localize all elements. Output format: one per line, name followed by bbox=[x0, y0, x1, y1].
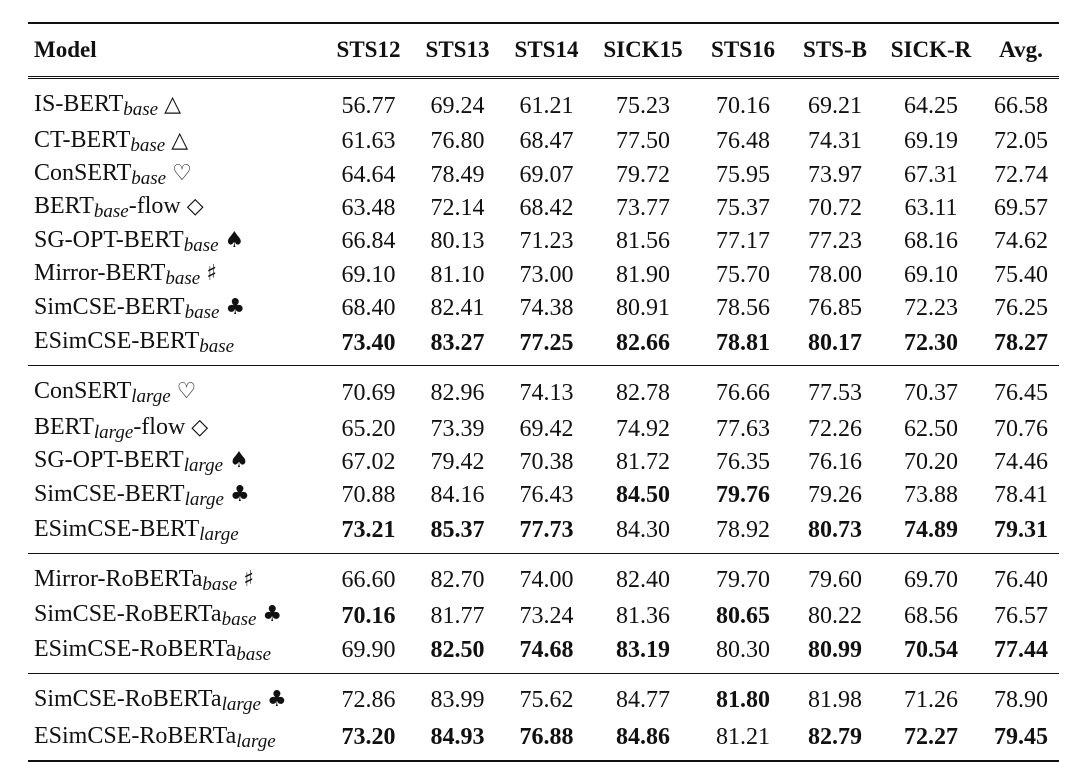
score-cell: 82.79 bbox=[808, 724, 862, 751]
score-cell: 70.54 bbox=[904, 637, 958, 664]
score-cell: 79.31 bbox=[994, 517, 1048, 544]
score-cell: 78.00 bbox=[808, 261, 862, 288]
score-cell: 75.70 bbox=[716, 261, 770, 288]
model-base-name: BERT bbox=[34, 193, 94, 220]
table-row bbox=[28, 479, 1059, 512]
score-cell: 80.65 bbox=[716, 602, 770, 629]
score-cell: 70.20 bbox=[904, 448, 958, 475]
model-name-cell bbox=[28, 158, 324, 191]
table-row bbox=[28, 673, 1059, 720]
score-cell: 74.46 bbox=[994, 448, 1048, 475]
score-cell: 77.25 bbox=[519, 329, 574, 356]
score-cell: 66.60 bbox=[341, 567, 396, 594]
table-group-4 bbox=[28, 673, 1059, 761]
model-size-subscript: base bbox=[130, 134, 166, 156]
score-cell: 76.85 bbox=[808, 295, 862, 322]
model-base-name: ESimCSE-RoBERTa bbox=[34, 635, 237, 662]
model-name-cell bbox=[28, 673, 324, 720]
score-cell: 69.19 bbox=[904, 128, 958, 155]
score-cell: 72.14 bbox=[430, 194, 485, 221]
model-size-subscript: large bbox=[183, 455, 224, 477]
score-cell: 70.69 bbox=[341, 379, 396, 406]
score-cell: 56.77 bbox=[341, 92, 396, 119]
model-name-cell bbox=[28, 513, 324, 554]
score-cell: 69.10 bbox=[341, 261, 396, 288]
score-cell: 81.56 bbox=[616, 228, 670, 255]
score-cell: 72.74 bbox=[994, 161, 1048, 188]
score-cell: 73.21 bbox=[341, 517, 396, 544]
score-cell: 83.99 bbox=[430, 687, 485, 714]
score-cell: 74.68 bbox=[519, 637, 574, 664]
score-cell: 81.72 bbox=[616, 448, 670, 475]
score-cell: 72.30 bbox=[904, 329, 958, 356]
score-cell: 80.22 bbox=[808, 602, 862, 629]
score-cell: 82.50 bbox=[430, 637, 485, 664]
results-table-container bbox=[28, 22, 1054, 762]
model-size-subscript: base bbox=[123, 99, 159, 120]
header-sick15: SICK15 bbox=[591, 23, 695, 78]
score-cell: 64.25 bbox=[904, 92, 958, 119]
score-cell: 77.17 bbox=[716, 228, 770, 255]
score-cell: 67.31 bbox=[904, 161, 958, 188]
score-cell: 81.80 bbox=[716, 687, 770, 714]
score-cell: 81.36 bbox=[616, 602, 670, 629]
score-cell: 66.58 bbox=[994, 92, 1048, 119]
model-name-cell bbox=[28, 325, 324, 366]
model-name-cell bbox=[28, 446, 324, 479]
model-base-name: CT-BERT bbox=[34, 126, 131, 153]
model-size-subscript: large bbox=[131, 386, 171, 408]
table-row bbox=[28, 325, 1059, 366]
model-suffix: -flow bbox=[133, 414, 186, 441]
score-cell: 61.21 bbox=[519, 92, 574, 119]
score-cell: 69.24 bbox=[430, 92, 485, 119]
header-sts12: STS12 bbox=[324, 23, 413, 78]
score-cell: 68.16 bbox=[904, 228, 958, 255]
table-row bbox=[28, 292, 1059, 325]
score-cell: 70.16 bbox=[716, 92, 770, 119]
score-cell: 77.50 bbox=[616, 128, 670, 155]
score-cell: 63.11 bbox=[904, 194, 958, 221]
model-base-name: BERT bbox=[34, 414, 94, 441]
score-cell: 75.37 bbox=[716, 194, 770, 221]
model-size-subscript: base bbox=[93, 201, 129, 223]
model-size-subscript: base bbox=[221, 609, 257, 631]
table-row bbox=[28, 192, 1059, 225]
score-cell: 73.00 bbox=[519, 261, 574, 288]
score-cell: 80.17 bbox=[808, 329, 862, 356]
model-base-name: ConSERT bbox=[34, 378, 132, 405]
model-name-cell bbox=[28, 125, 324, 158]
source-symbol-icon: △ bbox=[164, 92, 181, 117]
model-name-cell bbox=[28, 720, 324, 761]
header-row bbox=[28, 23, 1059, 78]
score-cell: 69.90 bbox=[341, 637, 396, 664]
header-sts-b: STS-B bbox=[791, 23, 879, 78]
source-symbol-icon: ◇ bbox=[186, 194, 204, 220]
model-size-subscript: large bbox=[184, 488, 224, 510]
model-base-name: SimCSE-BERT bbox=[34, 293, 185, 320]
score-cell: 72.26 bbox=[808, 415, 862, 442]
score-cell: 80.73 bbox=[808, 517, 862, 544]
score-cell: 73.39 bbox=[430, 415, 485, 442]
score-cell: 74.00 bbox=[519, 567, 574, 594]
score-cell: 76.48 bbox=[716, 128, 770, 155]
score-cell: 82.40 bbox=[616, 567, 670, 594]
score-cell: 77.73 bbox=[519, 517, 574, 544]
source-symbol-icon: △ bbox=[171, 127, 189, 153]
model-base-name: ESimCSE-RoBERTa bbox=[34, 722, 237, 749]
model-name-cell bbox=[28, 479, 324, 512]
score-cell: 73.77 bbox=[616, 194, 670, 221]
score-cell: 68.56 bbox=[904, 602, 958, 629]
source-symbol-icon: ♣ bbox=[262, 602, 283, 628]
score-cell: 69.42 bbox=[519, 415, 574, 442]
score-cell: 72.86 bbox=[341, 687, 396, 714]
score-cell: 70.76 bbox=[994, 415, 1048, 442]
score-cell: 78.81 bbox=[716, 329, 770, 356]
source-symbol-icon: ♣ bbox=[230, 481, 250, 507]
model-name-cell bbox=[28, 366, 324, 413]
score-cell: 67.02 bbox=[341, 448, 396, 475]
model-base-name: SG-OPT-BERT bbox=[34, 447, 184, 474]
score-cell: 74.31 bbox=[808, 128, 862, 155]
score-cell: 76.66 bbox=[716, 379, 770, 406]
table-row bbox=[28, 412, 1059, 445]
score-cell: 70.38 bbox=[519, 448, 574, 475]
score-cell: 78.49 bbox=[430, 161, 485, 188]
table-row bbox=[28, 513, 1059, 554]
score-cell: 68.42 bbox=[519, 194, 574, 221]
score-cell: 77.23 bbox=[808, 228, 862, 255]
score-cell: 76.35 bbox=[716, 448, 770, 475]
table-row bbox=[28, 633, 1059, 674]
score-cell: 78.92 bbox=[716, 517, 770, 544]
score-cell: 73.40 bbox=[341, 329, 396, 356]
model-size-subscript: large bbox=[221, 693, 261, 715]
header-sts14: STS14 bbox=[502, 23, 591, 78]
source-symbol-icon: ♯ bbox=[243, 566, 254, 592]
header-model: Model bbox=[28, 23, 324, 78]
score-cell: 84.93 bbox=[430, 724, 485, 751]
score-cell: 72.27 bbox=[904, 724, 958, 751]
score-cell: 73.88 bbox=[904, 482, 958, 509]
score-cell: 75.23 bbox=[616, 92, 670, 119]
model-base-name: IS-BERT bbox=[34, 91, 124, 117]
score-cell: 81.10 bbox=[430, 261, 485, 288]
table-row bbox=[28, 125, 1059, 158]
table-row bbox=[28, 158, 1059, 191]
score-cell: 76.16 bbox=[808, 448, 862, 475]
score-cell: 70.16 bbox=[341, 602, 396, 629]
score-cell: 76.43 bbox=[519, 482, 574, 509]
model-name-cell bbox=[28, 412, 324, 445]
model-base-name: ESimCSE-BERT bbox=[34, 328, 200, 355]
score-cell: 80.99 bbox=[808, 637, 862, 664]
model-base-name: ESimCSE-BERT bbox=[34, 515, 200, 542]
score-cell: 71.23 bbox=[519, 228, 574, 255]
score-cell: 74.89 bbox=[904, 517, 958, 544]
table-row bbox=[28, 259, 1059, 292]
score-cell: 84.50 bbox=[616, 482, 670, 509]
score-cell: 70.37 bbox=[904, 379, 958, 406]
score-cell: 79.26 bbox=[808, 482, 862, 509]
score-cell: 84.16 bbox=[430, 482, 485, 509]
model-base-name: ConSERT bbox=[34, 160, 132, 187]
score-cell: 78.56 bbox=[716, 295, 770, 322]
source-symbol-icon: ♣ bbox=[225, 294, 246, 320]
score-cell: 82.70 bbox=[430, 567, 485, 594]
source-symbol-icon: ♡ bbox=[172, 161, 192, 187]
score-cell: 76.45 bbox=[994, 379, 1048, 406]
table-group-1 bbox=[28, 78, 1059, 366]
score-cell: 76.80 bbox=[430, 128, 485, 155]
score-cell: 82.41 bbox=[430, 295, 485, 322]
score-cell: 76.88 bbox=[519, 724, 574, 751]
model-size-subscript: base bbox=[183, 234, 219, 256]
table-row bbox=[28, 600, 1059, 633]
table-group-2 bbox=[28, 366, 1059, 553]
score-cell: 85.37 bbox=[430, 517, 485, 544]
score-cell: 81.98 bbox=[808, 687, 862, 714]
model-name-cell bbox=[28, 633, 324, 674]
header-sick-r: SICK-R bbox=[879, 23, 983, 78]
score-cell: 61.63 bbox=[341, 128, 396, 155]
score-cell: 82.78 bbox=[616, 379, 670, 406]
table-row bbox=[28, 720, 1059, 761]
source-symbol-icon: ♣ bbox=[266, 686, 287, 712]
model-name-cell bbox=[28, 78, 324, 126]
model-base-name: SG-OPT-BERT bbox=[34, 226, 184, 253]
score-cell: 77.44 bbox=[994, 637, 1048, 664]
score-cell: 79.70 bbox=[716, 567, 770, 594]
score-cell: 81.77 bbox=[430, 602, 485, 629]
score-cell: 64.64 bbox=[341, 161, 396, 188]
score-cell: 82.66 bbox=[616, 329, 670, 356]
results-table bbox=[28, 22, 1059, 762]
source-symbol-icon: ♯ bbox=[206, 261, 217, 287]
model-name-cell bbox=[28, 553, 324, 600]
model-base-name: SimCSE-BERT bbox=[34, 480, 185, 507]
score-cell: 78.27 bbox=[994, 329, 1048, 356]
score-cell: 74.38 bbox=[519, 295, 574, 322]
score-cell: 75.95 bbox=[716, 161, 770, 188]
model-name-cell bbox=[28, 600, 324, 633]
score-cell: 73.20 bbox=[341, 724, 396, 751]
score-cell: 79.42 bbox=[430, 448, 485, 475]
score-cell: 79.45 bbox=[994, 724, 1048, 751]
model-name-cell bbox=[28, 192, 324, 225]
model-size-subscript: large bbox=[236, 730, 276, 752]
table-row bbox=[28, 225, 1059, 258]
model-size-subscript: base bbox=[184, 301, 220, 323]
score-cell: 84.30 bbox=[616, 517, 670, 544]
score-cell: 72.23 bbox=[904, 295, 958, 322]
score-cell: 71.26 bbox=[904, 687, 958, 714]
score-cell: 80.91 bbox=[616, 295, 670, 322]
model-name-cell bbox=[28, 292, 324, 325]
table-group-3 bbox=[28, 553, 1059, 673]
source-symbol-icon: ◇ bbox=[191, 415, 209, 441]
score-cell: 76.57 bbox=[994, 602, 1048, 629]
model-name-cell bbox=[28, 225, 324, 258]
header-sts16: STS16 bbox=[695, 23, 791, 78]
score-cell: 80.13 bbox=[430, 228, 485, 255]
score-cell: 73.24 bbox=[519, 602, 574, 629]
model-base-name: SimCSE-RoBERTa bbox=[34, 601, 222, 628]
score-cell: 79.76 bbox=[716, 482, 770, 509]
table-row bbox=[28, 78, 1059, 126]
score-cell: 74.13 bbox=[519, 379, 574, 406]
score-cell: 83.19 bbox=[616, 637, 670, 664]
model-base-name: Mirror-RoBERTa bbox=[34, 565, 203, 592]
model-size-subscript: large bbox=[199, 523, 239, 545]
model-size-subscript: base bbox=[165, 268, 201, 290]
table-row bbox=[28, 553, 1059, 600]
score-cell: 65.20 bbox=[341, 415, 396, 442]
score-cell: 69.10 bbox=[904, 261, 958, 288]
score-cell: 69.07 bbox=[519, 161, 574, 188]
score-cell: 78.41 bbox=[994, 482, 1048, 509]
model-size-subscript: base bbox=[202, 573, 238, 595]
score-cell: 77.63 bbox=[716, 415, 770, 442]
source-symbol-icon: ♠ bbox=[229, 448, 249, 474]
score-cell: 70.72 bbox=[808, 194, 862, 221]
score-cell: 75.62 bbox=[519, 687, 574, 714]
model-suffix: -flow bbox=[128, 193, 181, 220]
source-symbol-icon: ♠ bbox=[224, 227, 245, 253]
score-cell: 74.92 bbox=[616, 415, 670, 442]
score-cell: 68.40 bbox=[341, 295, 396, 322]
header-sts13: STS13 bbox=[413, 23, 502, 78]
score-cell: 83.27 bbox=[430, 329, 485, 356]
score-cell: 73.97 bbox=[808, 161, 862, 188]
score-cell: 76.25 bbox=[994, 295, 1048, 322]
model-size-subscript: base bbox=[131, 168, 167, 190]
score-cell: 72.05 bbox=[994, 128, 1048, 155]
model-base-name: SimCSE-RoBERTa bbox=[34, 685, 222, 712]
table-header bbox=[28, 23, 1059, 78]
header-avg: Avg. bbox=[983, 23, 1059, 78]
score-cell: 77.53 bbox=[808, 379, 862, 406]
score-cell: 81.21 bbox=[716, 724, 770, 751]
score-cell: 81.90 bbox=[616, 261, 670, 288]
model-name-cell bbox=[28, 259, 324, 292]
model-size-subscript: base bbox=[236, 643, 272, 665]
score-cell: 76.40 bbox=[994, 567, 1048, 594]
model-size-subscript: large bbox=[93, 422, 134, 444]
score-cell: 68.47 bbox=[519, 128, 574, 155]
score-cell: 66.84 bbox=[341, 228, 396, 255]
score-cell: 69.57 bbox=[994, 194, 1048, 221]
table-row bbox=[28, 366, 1059, 413]
score-cell: 84.86 bbox=[616, 724, 670, 751]
score-cell: 82.96 bbox=[430, 379, 485, 406]
score-cell: 78.90 bbox=[994, 687, 1048, 714]
table-row bbox=[28, 446, 1059, 479]
score-cell: 79.60 bbox=[808, 567, 862, 594]
score-cell: 62.50 bbox=[904, 415, 958, 442]
source-symbol-icon: ♡ bbox=[176, 379, 197, 405]
score-cell: 74.62 bbox=[994, 228, 1048, 255]
model-base-name: Mirror-BERT bbox=[34, 260, 166, 287]
score-cell: 75.40 bbox=[994, 261, 1048, 288]
score-cell: 69.21 bbox=[808, 92, 862, 119]
score-cell: 63.48 bbox=[341, 194, 396, 221]
score-cell: 80.30 bbox=[716, 637, 770, 664]
score-cell: 70.88 bbox=[341, 482, 396, 509]
score-cell: 79.72 bbox=[616, 161, 670, 188]
score-cell: 84.77 bbox=[616, 687, 670, 714]
model-size-subscript: base bbox=[199, 336, 235, 358]
score-cell: 69.70 bbox=[904, 567, 958, 594]
